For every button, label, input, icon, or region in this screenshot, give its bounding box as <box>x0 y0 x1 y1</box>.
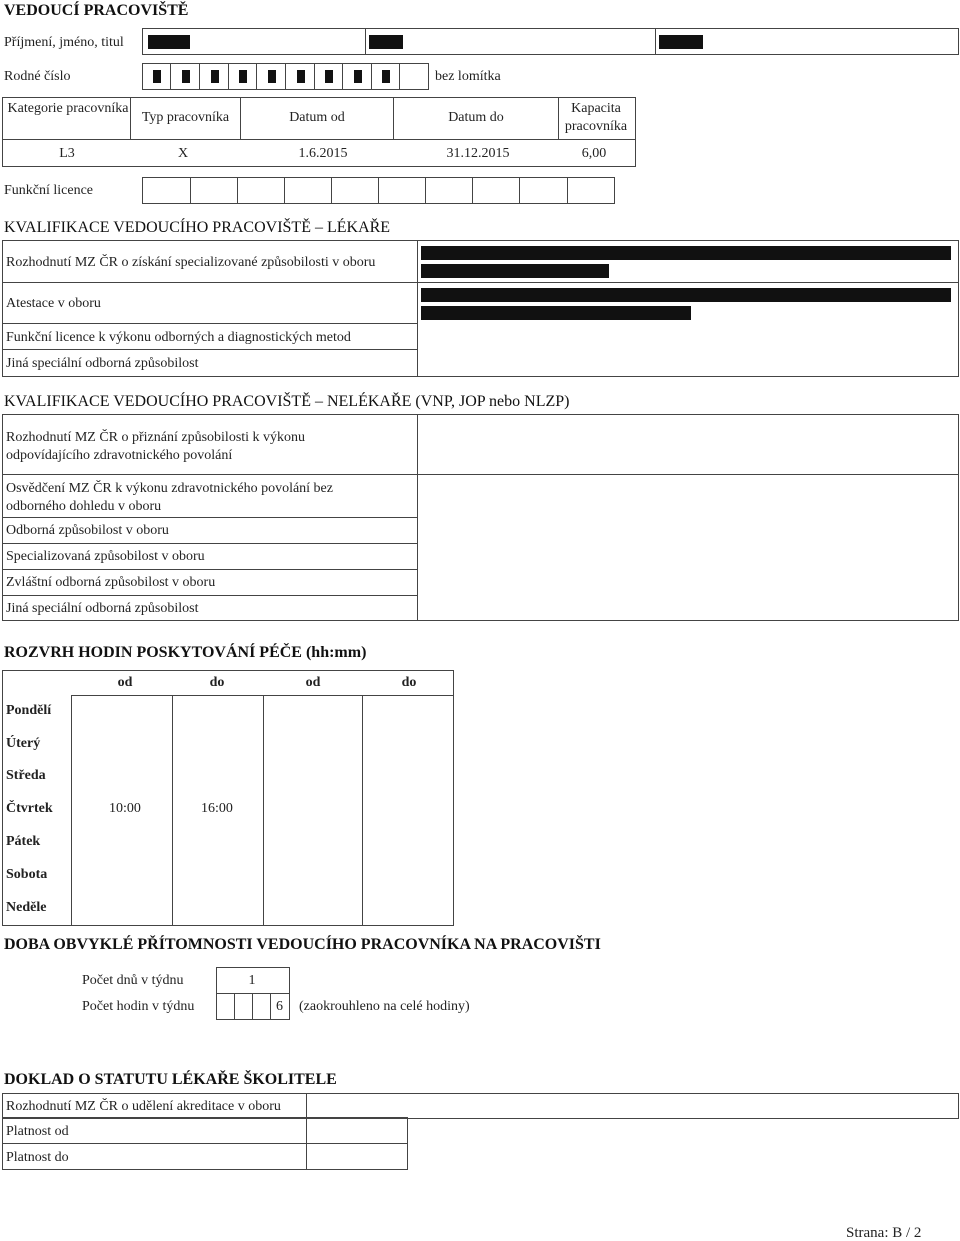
nonphysician-row-special: Zvláštní odborná způsobilost v oboru <box>6 575 216 590</box>
redaction-surname <box>148 35 190 49</box>
name-field[interactable] <box>142 28 959 55</box>
redaction-attestation-2 <box>421 306 691 320</box>
header-date-from: Datum od <box>289 110 345 125</box>
schedule-table <box>2 670 454 926</box>
hours-per-week-label: Počet hodin v týdnu <box>82 999 195 1014</box>
schedule-day-wednesday: Středa <box>6 768 46 783</box>
birth-number-note: bez lomítka <box>435 69 501 84</box>
schedule-day-sunday: Neděle <box>6 900 47 915</box>
redaction-digit <box>182 70 190 83</box>
nonphysician-row-professional: Odborná způsobilost v oboru <box>6 523 169 538</box>
redaction-specialization-1 <box>421 246 951 260</box>
redaction-digit <box>211 70 219 83</box>
section-title-trainer: DOKLAD O STATUTU LÉKAŘE ŠKOLITELE <box>4 1071 337 1088</box>
nonphysician-row-certificate-1: Osvědčení MZ ČR k výkonu zdravotnického povolání bez <box>6 481 333 496</box>
redaction-digit <box>354 70 362 83</box>
schedule-day-saturday: Sobota <box>6 867 48 882</box>
cell-date-to: 31.12.2015 <box>446 146 510 161</box>
schedule-day-monday: Pondělí <box>6 703 52 718</box>
days-per-week-field[interactable] <box>216 967 290 994</box>
cell-date-from: 1.6.2015 <box>298 146 348 161</box>
section-title-physician: KVALIFIKACE VEDOUCÍHO PRACOVIŠTĚ – LÉKAŘE <box>4 219 391 236</box>
trainer-accreditation-label: Rozhodnutí MZ ČR o udělení akreditace v oboru <box>6 1099 281 1114</box>
birth-number-label: Rodné číslo <box>4 69 71 84</box>
nonphysician-qual-table <box>2 414 959 621</box>
schedule-day-thursday: Čtvrtek <box>6 801 53 816</box>
physician-row-license: Funkční licence k výkonu odborných a diagnostických metod <box>6 330 351 345</box>
schedule-header-to-1: do <box>209 675 225 690</box>
physician-row-other: Jiná speciální odborná způsobilost <box>6 356 199 371</box>
schedule-header-to-2: do <box>401 675 417 690</box>
redaction-digit <box>297 70 305 83</box>
days-per-week-label: Počet dnů v týdnu <box>82 973 184 988</box>
redaction-specialization-2 <box>421 264 609 278</box>
nonphysician-row-other: Jiná speciální odborná způsobilost <box>6 601 199 616</box>
page-number: Strana: B / 2 <box>846 1225 922 1241</box>
header-date-to: Datum do <box>448 110 504 125</box>
hours-per-week-field[interactable] <box>216 993 290 1020</box>
section-title-presence: DOBA OBVYKLÉ PŘÍTOMNOSTI VEDOUCÍHO PRACOVNÍKA NA PRACOVIŠTI <box>4 936 601 953</box>
redaction-digit <box>239 70 247 83</box>
physician-row-attestation: Atestace v oboru <box>6 296 101 311</box>
hours-per-week-value: 6 <box>276 999 283 1014</box>
nonphysician-row-specialized: Specializovaná způsobilost v oboru <box>6 549 205 564</box>
cell-category: L3 <box>59 146 75 161</box>
nonphysician-row-certificate-2: odborného dohledu v oboru <box>6 499 162 514</box>
schedule-thursday-to: 16:00 <box>201 801 233 816</box>
license-label: Funkční licence <box>4 183 94 198</box>
redaction-digit <box>153 70 161 83</box>
cell-type: X <box>177 146 189 161</box>
header-type: Typ pracovníka <box>141 110 230 125</box>
schedule-header-from-2: od <box>305 675 321 690</box>
header-capacity: Kapacita pracovníka <box>564 101 628 134</box>
redaction-digit <box>268 70 276 83</box>
trainer-valid-from-label: Platnost od <box>6 1124 69 1139</box>
birth-number-field[interactable] <box>142 63 429 90</box>
license-field[interactable] <box>142 177 615 204</box>
section-title-schedule: ROZVRH HODIN POSKYTOVÁNÍ PÉČE (hh:mm) <box>4 644 367 661</box>
schedule-day-friday: Pátek <box>6 834 41 849</box>
trainer-validity-table <box>2 1117 408 1170</box>
header-category: Kategorie pracovníka <box>7 101 129 116</box>
days-per-week-value: 1 <box>248 973 256 988</box>
trainer-accreditation-row <box>2 1093 959 1119</box>
hours-note: (zaokrouhleno na celé hodiny) <box>299 999 470 1014</box>
cell-capacity: 6,00 <box>581 146 607 161</box>
redaction-attestation-1 <box>421 288 951 302</box>
physician-row-specialization: Rozhodnutí MZ ČR o získání specializované způsobilosti v oboru <box>6 255 376 270</box>
nonphysician-row-decision-1: Rozhodnutí MZ ČR o přiznání způsobilosti k výkonu <box>6 430 306 445</box>
redaction-digit <box>325 70 333 83</box>
redaction-title <box>659 35 703 49</box>
trainer-valid-to-label: Platnost do <box>6 1150 69 1165</box>
name-label: Příjmení, jméno, titul <box>4 35 124 50</box>
section-title-nonphysician: KVALIFIKACE VEDOUCÍHO PRACOVIŠTĚ – NELÉKAŘE (VNP, JOP nebo NLZP) <box>4 393 570 410</box>
physician-qual-table <box>2 240 959 377</box>
schedule-day-tuesday: Úterý <box>6 736 41 751</box>
nonphysician-row-decision-2: odpovídajícího zdravotnického povolání <box>6 448 233 463</box>
redaction-first-name <box>369 35 403 49</box>
schedule-thursday-from: 10:00 <box>109 801 141 816</box>
redaction-digit <box>382 70 390 83</box>
section-title-manager: VEDOUCÍ PRACOVIŠTĚ <box>4 2 189 19</box>
worker-table <box>2 97 636 167</box>
schedule-header-from-1: od <box>117 675 133 690</box>
